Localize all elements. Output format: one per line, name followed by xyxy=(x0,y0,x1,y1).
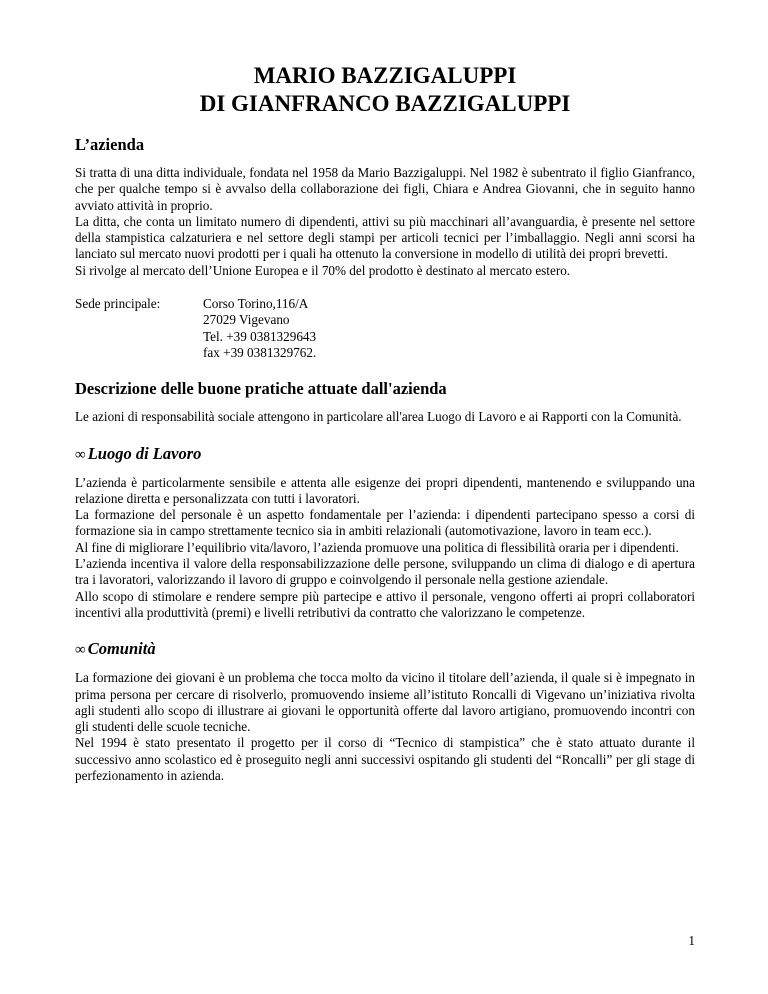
comunita-paragraph: La formazione dei giovani è un problema che tocca molto da vicino il titolare dell’azienda, il quale si è impegnato in prima persona per cercare di risolverlo, promuovendo insieme all’istituto Roncalli di Vigevano un’iniziativa rivolta agli studenti allo scopo di illustrare ai giovani le opportunità offerte dal lavoro artigiano, promuovendo incontri con gli studenti delle scuole tecniche. xyxy=(75,670,695,735)
sede-label: Sede principale: xyxy=(75,296,161,312)
sede-address xyxy=(203,296,316,361)
sede-phone: Tel. +39 0381329643 xyxy=(203,328,317,344)
subsection-heading-luogo xyxy=(75,444,695,465)
section-heading-pratiche: Descrizione delle buone pratiche attuate dall'azienda xyxy=(75,379,447,399)
title-line-2: DI GIANFRANCO BAZZIGALUPPI xyxy=(199,91,571,116)
page-number: 1 xyxy=(688,933,695,948)
section-heading-azienda: L’azienda xyxy=(75,135,145,154)
sede-block xyxy=(75,296,695,361)
luogo-paragraph: Al fine di migliorare l’equilibrio vita/lavoro, l’azienda promuove una politica di flessibilità oraria per i dipendenti. xyxy=(75,539,679,555)
luogo-paragraph: L’azienda è particolarmente sensibile e attenta alle esigenze dei propri dipendenti, mantenendo e sviluppando una relazione diretta e personalizzata con tutti i lavoratori. xyxy=(75,474,695,506)
azienda-paragraph: Si tratta di una ditta individuale, fondata nel 1958 da Mario Bazzigaluppi. Nel 1982 è subentrato il figlio Gianfranco, che per qualche tempo si è avvalso della collaborazione dei figli, Chiara e Andrea Giovanni, che in seguito hanno avviato attività in proprio. xyxy=(75,165,695,213)
luogo-paragraph: La formazione del personale è un aspetto fondamentale per l’azienda: i dipendenti partecipano spesso a corsi di formazione sia in campo strettamente tecnico sia in ambiti relazionali (automotivazione, lavoro in team ecc.). xyxy=(75,507,695,539)
document-title xyxy=(75,62,695,118)
subsection-heading-comunita xyxy=(75,639,695,660)
document-page xyxy=(75,62,695,784)
subsection-title: Luogo di Lavoro xyxy=(87,443,202,463)
infinity-bullet-icon: ∞ xyxy=(75,446,86,463)
title-line-1: MARIO BAZZIGALUPPI xyxy=(253,63,517,88)
luogo-paragraph: Allo scopo di stimolare e rendere sempre più partecipe e attivo il personale, vengono offerti ai propri collaboratori incentivi alla produttività (premi) e livelli retributivi da contratto che valorizzano le competenze. xyxy=(75,588,695,620)
azienda-paragraph: La ditta, che conta un limitato numero di dipendenti, attivi su più macchinari all’avanguardia, è presente nel settore della stampistica calzaturiera e nel settore degli stampi per articoli tecnici per l’imballaggio. Negli anni scorsi ha lanciato sul mercato nuovi prodotti per i quali ha ottenuto la conversione in modello di utilità dei propri brevetti. xyxy=(75,213,695,262)
subsection-title: Comunità xyxy=(87,639,156,659)
comunita-paragraph: Nel 1994 è stato presentato il progetto per il corso di “Tecnico di stampistica” che è stato attuato durante il successivo anno scolastico ed è proseguito negli anni successivi ospitando gli studenti del “Roncalli” per gli stage di perfezionamento in azienda. xyxy=(75,735,695,784)
luogo-paragraph: L’azienda incentiva il valore della responsabilizzazione delle persone, sviluppando un clima di dialogo e di apertura tra i lavoratori, valorizzando il lavoro di gruppo e coinvolgendo il personale nella gestione aziendale. xyxy=(75,556,695,588)
pratiche-intro: Le azioni di responsabilità sociale attengono in particolare all'area Luogo di Lavoro e ai Rapporti con la Comunità. xyxy=(75,409,682,425)
sede-address-line: Corso Torino,116/A xyxy=(203,296,309,312)
sede-fax: fax +39 0381329762. xyxy=(203,344,317,360)
sede-address-line: 27029 Vigevano xyxy=(203,312,290,328)
azienda-paragraph: Si rivolge al mercato dell’Unione Europea e il 70% del prodotto è destinato al mercato estero. xyxy=(75,262,571,278)
infinity-bullet-icon: ∞ xyxy=(75,642,86,659)
